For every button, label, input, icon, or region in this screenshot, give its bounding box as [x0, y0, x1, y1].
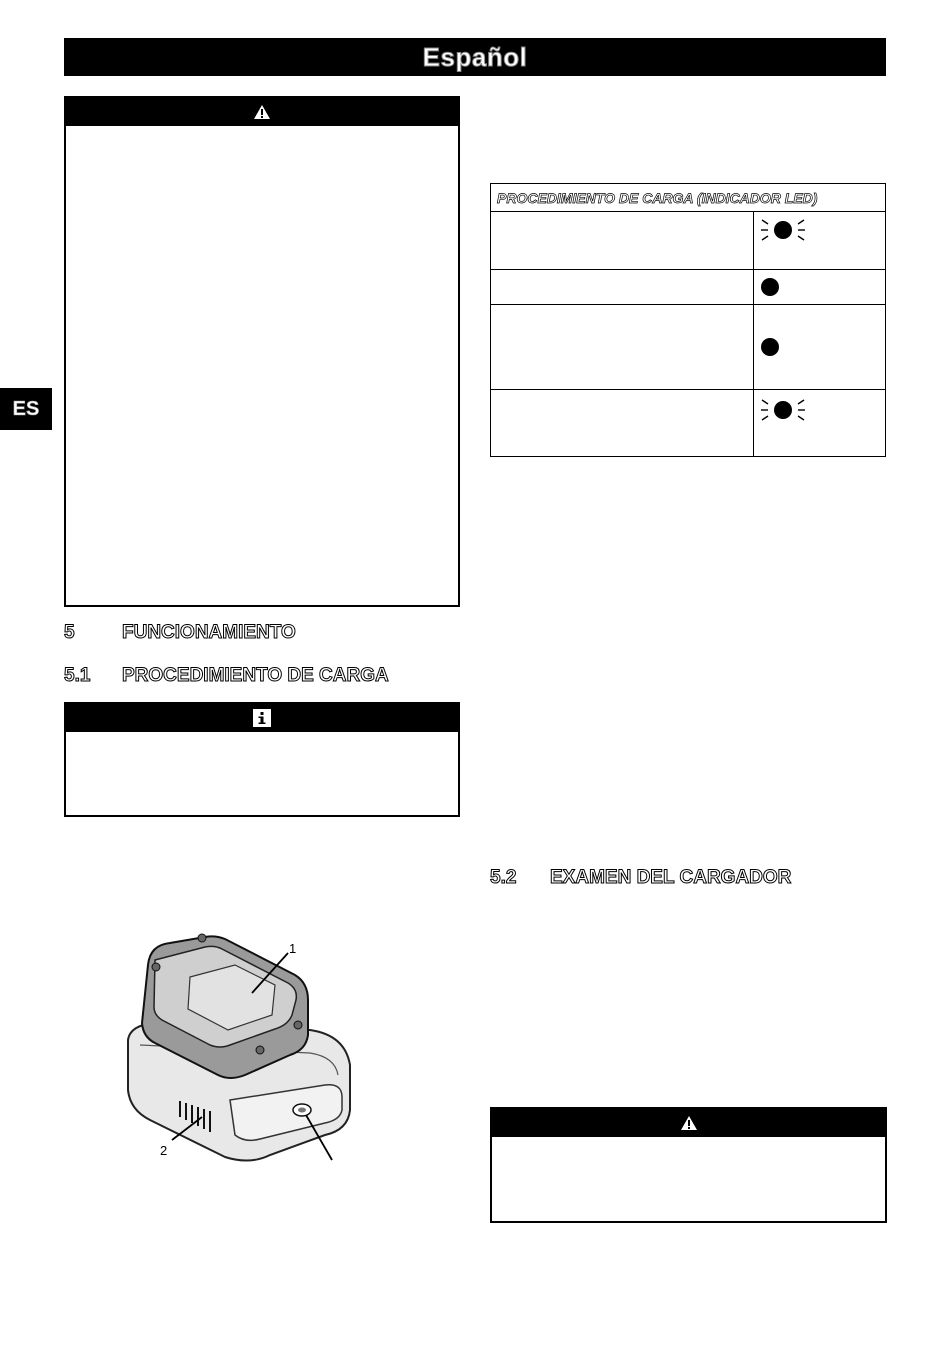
warning-bar — [492, 1109, 885, 1137]
warning-box-right — [490, 1107, 887, 1223]
led-solid-icon — [758, 335, 782, 359]
warning-box-left — [64, 96, 460, 607]
warning-triangle-icon — [681, 1116, 697, 1130]
led-table-row — [491, 212, 885, 270]
led-solid-icon — [758, 275, 782, 299]
led-state-cell — [754, 305, 885, 389]
led-table-row — [491, 270, 885, 305]
section-title: PROCEDIMIENTO DE CARGA — [122, 665, 389, 686]
led-indicator-table — [490, 183, 886, 457]
section-number: 5 — [64, 622, 75, 643]
language-header — [64, 38, 886, 76]
led-table-row — [491, 305, 885, 390]
led-description-cell — [491, 270, 754, 304]
led-table-row — [491, 390, 885, 456]
figure-callout-1: 1 — [289, 941, 297, 956]
section-5-heading — [64, 622, 296, 644]
led-state-cell — [754, 270, 885, 304]
info-bar — [66, 704, 458, 732]
charger-figure — [110, 925, 370, 1170]
led-description-cell — [491, 390, 754, 456]
section-title: FUNCIONAMIENTO — [122, 622, 296, 643]
led-state-cell — [754, 212, 885, 269]
warning-triangle-icon — [254, 105, 270, 119]
battery-charger-illustration — [110, 925, 370, 1170]
language-side-tab — [0, 388, 52, 430]
led-description-cell — [491, 305, 754, 389]
led-table-header — [491, 184, 885, 212]
figure-callout-2: 2 — [160, 1143, 168, 1158]
led-table-title: PROCEDIMIENTO DE CARGA (INDICADOR LED) — [497, 189, 818, 206]
warning-bar — [66, 98, 458, 126]
led-blinking-icon — [758, 396, 808, 426]
section-5-1-heading — [64, 665, 389, 687]
language-code: ES — [12, 397, 40, 420]
led-description-cell — [491, 212, 754, 269]
info-icon — [253, 709, 271, 727]
section-title: EXAMEN DEL CARGADOR — [550, 867, 792, 888]
led-state-cell — [754, 390, 885, 456]
section-number: 5.1 — [64, 665, 91, 686]
section-5-2-heading — [490, 867, 791, 889]
info-box-left — [64, 702, 460, 817]
section-number: 5.2 — [490, 867, 517, 888]
led-blinking-icon — [758, 216, 808, 246]
language-title: Español — [422, 41, 528, 72]
